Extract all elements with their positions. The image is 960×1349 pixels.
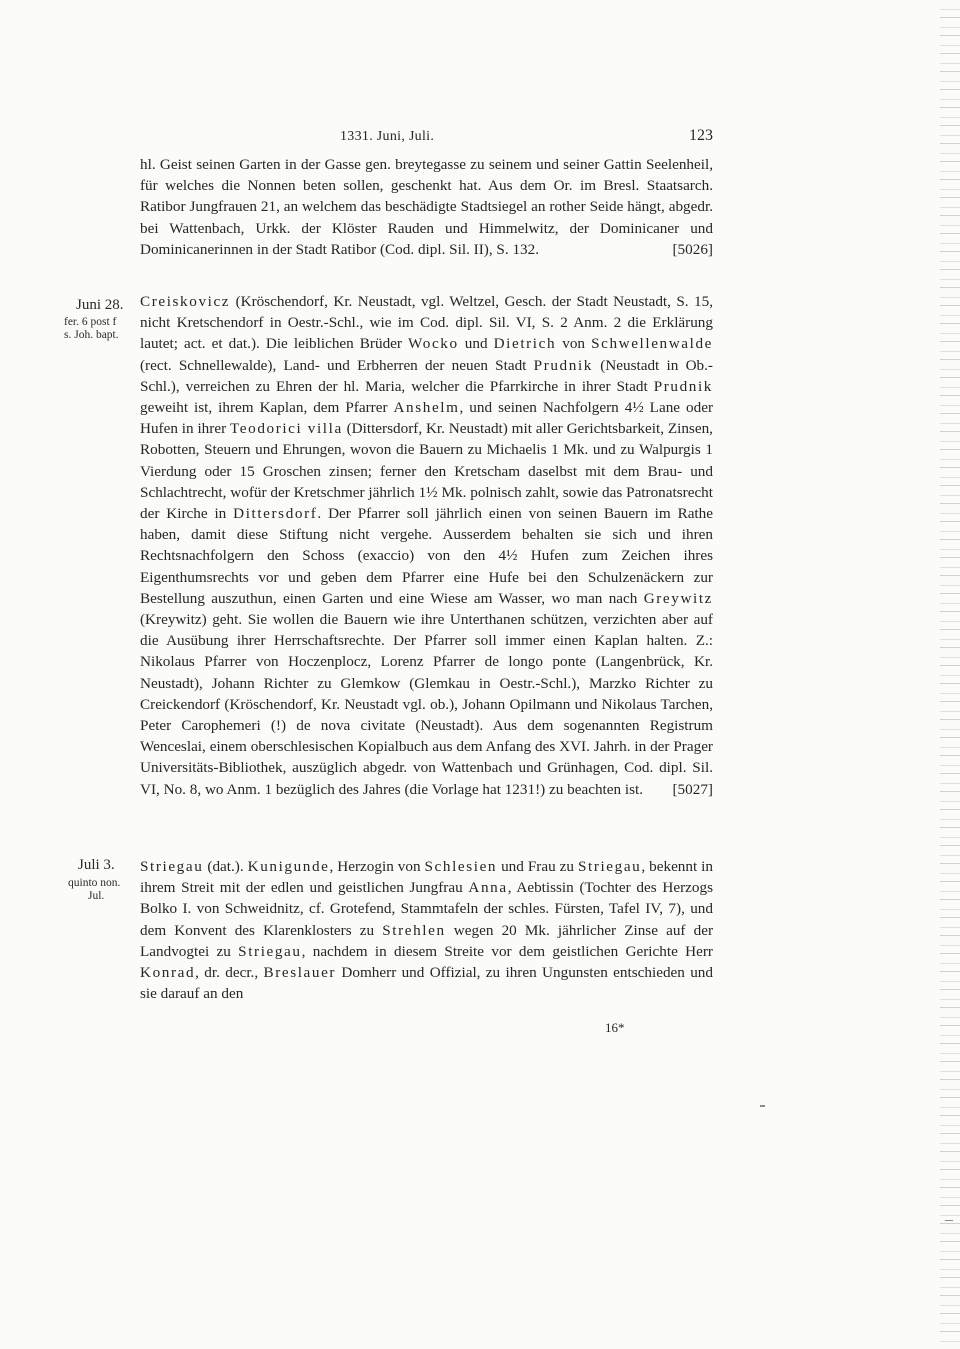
margin-date: Juni 28. (76, 297, 124, 313)
scan-edge-artifact (940, 0, 960, 1349)
entry-text: , dr. decr., (195, 964, 264, 982)
margin-date: Juli 3. (78, 857, 115, 873)
person-name: Anshelm (393, 399, 460, 417)
person-name: Konrad (140, 964, 196, 982)
place-name: Strehlen (382, 921, 446, 939)
scan-edge-mark (945, 1220, 953, 1221)
entry-text: . Der Pfarrer soll jährlich einen von seinen Bauern im Rathe haben, damit diese Stiftung nicht vergehe. Ausserdem behalten sie sich und ihren Rechtsnachfolgern den Schoss (exaccio) von den 4½ Hufen zum Zeichen ihres Eigenthumsrechts vor und geben dem Pfarrer eine Hufe bei den Schulzenäckern zur Bestellung auszuthun, einen Garten und eine Wiese am Wasser, wo man nach (140, 505, 713, 607)
entry-text: (dat.). (203, 858, 248, 875)
signature-mark: 16* (605, 1020, 625, 1035)
person-name: Kunigunde (247, 858, 330, 875)
person-name: Wocko (408, 335, 459, 353)
place-name: Schlesien (424, 858, 498, 875)
scan-speck (760, 1105, 765, 1107)
entry-number-5026: [5026] (672, 240, 713, 258)
entry-text: (Kreywitz) geht. Sie wollen die Bauern wie ihre Unterthanen schützen, verzichten aber auf die Ausübung ihrer Herrschaftsrechte. Der Pfarrer soll immer einen Kaplan halten. Z.: Nikolaus Pfarrer von Hoczenplocz, Lorenz Pfarrer de longo ponte (Langenbrück, Kr. Neustadt), Johann Richter zu Glemkow (Glemkau in Oestr.-Schl.), Marzko Richter zu Creickendorf (Kröschendorf, Kr. Neustadt vgl. ob.), Johann Opilmann und Nikolaus Tarchen, Peter Carophemeri (!) de nova civitate (Neustadt). Aus dem sogenannten Registrum Wenceslai, einem oberschlesischen Kopialbuch aus dem Anfang des XVI. Jahrh. in der Prager Universitäts-Bibliothek, auszüglich abgedr. von Wattenbach und Grünhagen, Cod. dipl. Sil. VI, No. 8, wo Anm. 1 bezüglich des Jahres (die Vorlage hat 1231!) zu beachten ist. (140, 611, 713, 798)
place-name: Greywitz (643, 589, 713, 607)
place-name: Prudnik (533, 356, 593, 374)
person-name: Dietrich (493, 335, 557, 353)
entry-text: , nachdem in diesem Streite vor dem geistlichen Gerichte Herr (301, 942, 713, 960)
entry-paragraph-5028 (140, 856, 713, 1004)
entry-text: (Kröschendorf, Kr. Neustadt, vgl. Weltzel, Gesch. der Stadt Neustadt, (230, 293, 671, 310)
place-name: Creiskovicz (140, 293, 231, 310)
entry-text: , Herzogin von (329, 858, 425, 875)
entry-text: (Neustadt in Ob.-Schl.), verreichen zu Ehren der hl. Maria, welcher die Pfarrkirche in ihrer Stadt (140, 356, 713, 395)
person-name: Anna (468, 879, 508, 897)
entry-text: (Dittersdorf, Kr. Neustadt) mit aller Gerichtsbarkeit, Zinsen, Robotten, Steuern und Ehrungen, wovon die Bauern zu Michaelis 1 Mk. und zu Walpurgis 1 Vierdung oder 15 Groschen zinsen; ferner den Kretscham daselbst mit dem Brau- und Schlachtrecht, wofür der Kretschmer jährlich 1½ Mk. polnisch zahlt, sowie das Patronatsrecht der Kirche in (140, 420, 713, 523)
margin-feast-line-2: s. Joh. bapt. (64, 329, 119, 341)
entry-text: , bekennt in ihrem Streit mit der edlen und geistlichen Jungfrau (140, 858, 713, 897)
entry-text: wegen 20 Mk. jährlicher Zinse auf der Landvogtei zu (140, 921, 713, 960)
entry-text: und Frau zu (497, 858, 578, 875)
entry-text: , und seinen Nachfolgern 4½ Lane oder Hufen in ihrer (140, 399, 713, 438)
entry-text: (rect. Schnellewalde), Land- und Erbherren der neuen Stadt (140, 356, 534, 374)
place-name: Striegau (238, 942, 302, 960)
entry-text: von (556, 335, 592, 353)
place-name: Striegau (577, 858, 642, 875)
place-name: Teodorici villa (229, 420, 343, 438)
place-name: Striegau (140, 858, 204, 875)
entry-paragraph-5027 (140, 291, 713, 800)
entry-text: und (458, 335, 494, 353)
margin-note-5027 (64, 297, 124, 342)
margin-note-5028 (68, 857, 121, 903)
margin-feast-line-2: Jul. (88, 890, 105, 902)
entry-text: S. 15, nicht Kretschendorf in Oestr.-Schl., wie im Cod. dipl. Sil. VI, S. 2 Anm. 2 die Erklärung lautet; act. et dat.). Die leiblichen Brüder (140, 293, 714, 353)
margin-feast-line: fer. 6 post f (64, 316, 117, 328)
entry-text: Domherr und Offizial, zu ihren Ungunsten entschieden und sie darauf an den (140, 964, 713, 1003)
place-name: Dittersdorf (233, 505, 318, 523)
entry-text: , Aebtissin (Tochter des Herzogs Bolko I. von Schweidnitz, cf. Grotefend, Stammtafeln der schles. Fürsten, Tafel IV, 7), und dem Konvent des Klarenklosters zu (140, 879, 713, 939)
person-name: Breslauer (263, 964, 337, 982)
entry-number-5027: [5027] (672, 780, 713, 798)
place-name: Prudnik (653, 377, 713, 395)
continuation-paragraph (140, 154, 713, 260)
running-title: 1331. Juni, Juli. (340, 129, 435, 144)
entry-text: geweiht ist, ihrem Kaplan, dem Pfarrer (140, 399, 394, 417)
continuation-text: hl. Geist seinen Garten in der Gasse gen. breytegasse zu seinem und seiner Gattin Seelenheil, für welches die Nonnen beten sollen, geschenkt hat. Aus dem Or. im Bresl. Staatsarch. Ratibor Jungfrauen 21, an welchem das beschädigte Stadtsiegel an rother Seide hängt, abgedr. bei Wattenbach, Urkk. der Klöster Rauden und Himmelwitz, der Dominicaner und Dominicanerinnen in der Stadt Ratibor (Cod. dipl. Sil. II), S. 132. (140, 156, 713, 258)
page-number: 123 (689, 127, 713, 144)
margin-feast-line: quinto non. (68, 877, 121, 889)
place-name: Schwellenwalde (591, 335, 713, 353)
running-header (140, 129, 713, 151)
